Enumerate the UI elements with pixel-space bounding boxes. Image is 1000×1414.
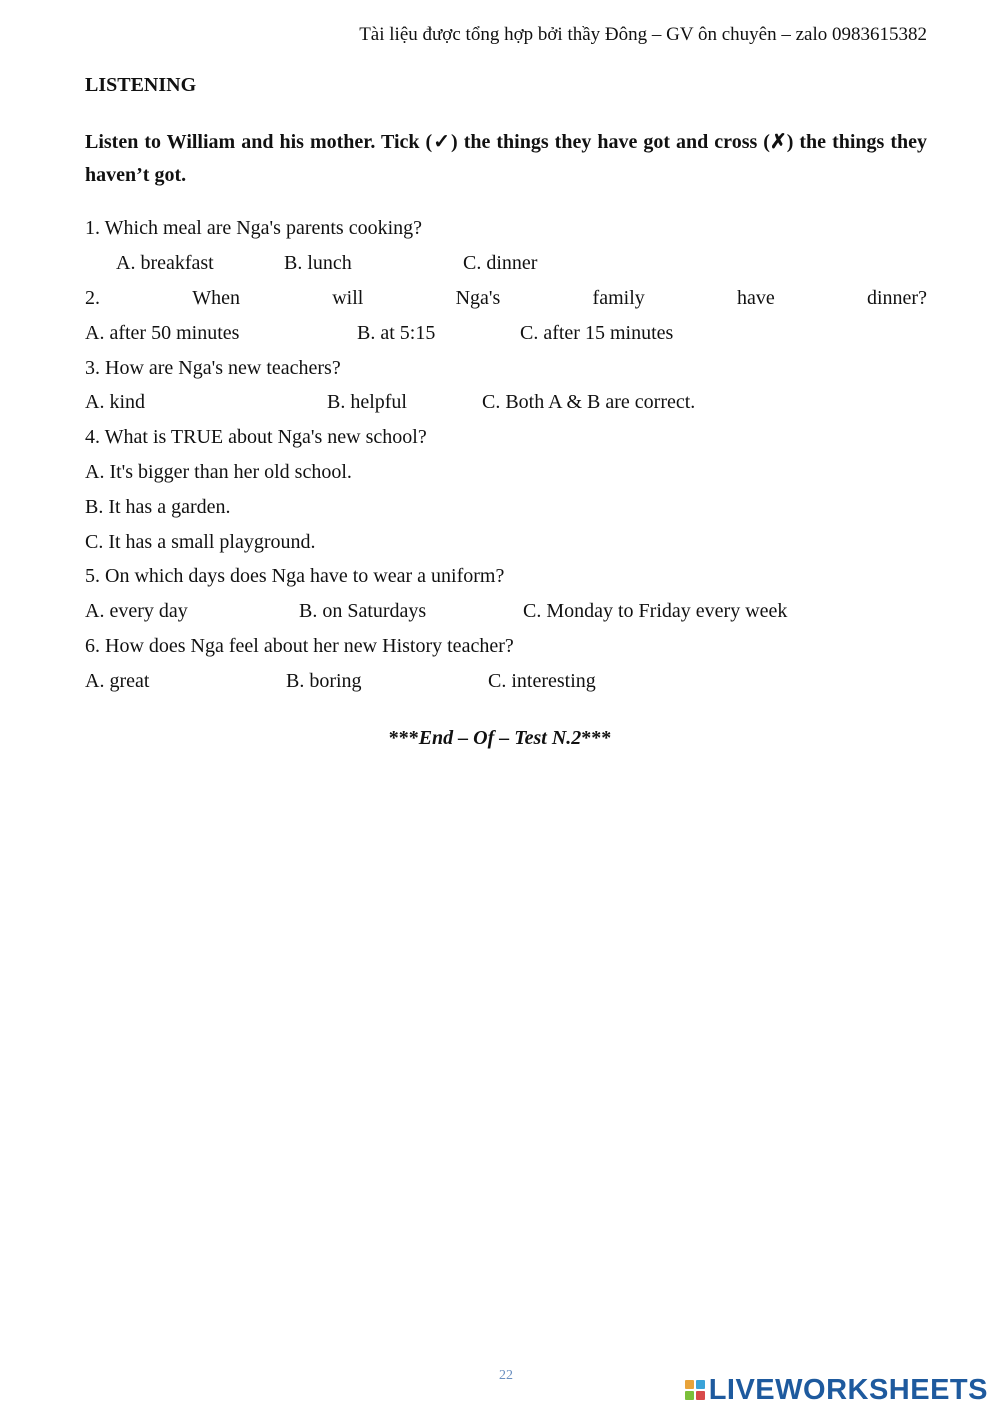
- question-2-option-b: B. at 5:15: [357, 322, 436, 344]
- question-6: 6. How does Nga feel about her new History teacher?: [85, 635, 514, 657]
- question-5-option-a: A. every day: [85, 600, 188, 622]
- question-2-word: family: [592, 287, 645, 309]
- question-6-option-c: C. interesting: [488, 670, 596, 692]
- question-4-option-c: C. It has a small playground.: [85, 531, 316, 553]
- question-1-option-c: C. dinner: [463, 252, 538, 274]
- question-6-option-b: B. boring: [286, 670, 362, 692]
- question-2-word: 2.: [85, 287, 100, 309]
- question-1: 1. Which meal are Nga's parents cooking?: [85, 217, 423, 239]
- question-2-word: dinner?: [867, 287, 927, 309]
- question-3: 3. How are Nga's new teachers?: [85, 357, 341, 379]
- question-5-option-c: C. Monday to Friday every week: [523, 600, 788, 622]
- question-4: 4. What is TRUE about Nga's new school?: [85, 426, 427, 448]
- header-note: Tài liệu được tổng hợp bởi thầy Đông – GV ôn chuyên – zalo 0983615382: [359, 24, 927, 45]
- question-5: 5. On which days does Nga have to wear a uniform?: [85, 565, 505, 587]
- question-2-word: have: [737, 287, 775, 309]
- question-4-option-b: B. It has a garden.: [85, 496, 231, 518]
- end-of-test-mark: [0, 725, 1000, 751]
- question-3-option-c: C. Both A & B are correct.: [482, 391, 696, 413]
- question-2-word: When: [192, 287, 240, 309]
- question-1-option-b: B. lunch: [284, 252, 352, 274]
- question-2-word: Nga's: [455, 287, 501, 309]
- question-3-option-b: B. helpful: [327, 391, 407, 413]
- question-5-option-b: B. on Saturdays: [299, 600, 427, 622]
- section-title: LISTENING: [85, 74, 197, 96]
- instruction-text: Listen to William and his mother. Tick (✓) the things they have got and cross (✗) the things they haven’t got.: [85, 131, 927, 186]
- end-mark-text: End – Of – Test N.2: [418, 727, 582, 749]
- question-2-word: will: [332, 287, 364, 309]
- question-4-option-a: A. It's bigger than her old school.: [85, 461, 352, 483]
- logo-text: LIVEWORKSHEETS: [708, 1374, 988, 1406]
- question-2-option-a: A. after 50 minutes: [85, 322, 240, 344]
- question-2-option-c: C. after 15 minutes: [520, 322, 674, 344]
- logo-grid-icon: [685, 1380, 705, 1400]
- question-2: [85, 285, 927, 311]
- end-mark-suffix: ***: [581, 727, 612, 749]
- question-6-option-a: A. great: [85, 670, 150, 692]
- page-number: 22: [499, 1368, 513, 1383]
- question-1-option-a: A. breakfast: [116, 252, 214, 274]
- end-mark-prefix: ***: [388, 727, 419, 749]
- question-3-option-a: A. kind: [85, 391, 145, 413]
- liveworksheets-logo[interactable]: [685, 1374, 988, 1406]
